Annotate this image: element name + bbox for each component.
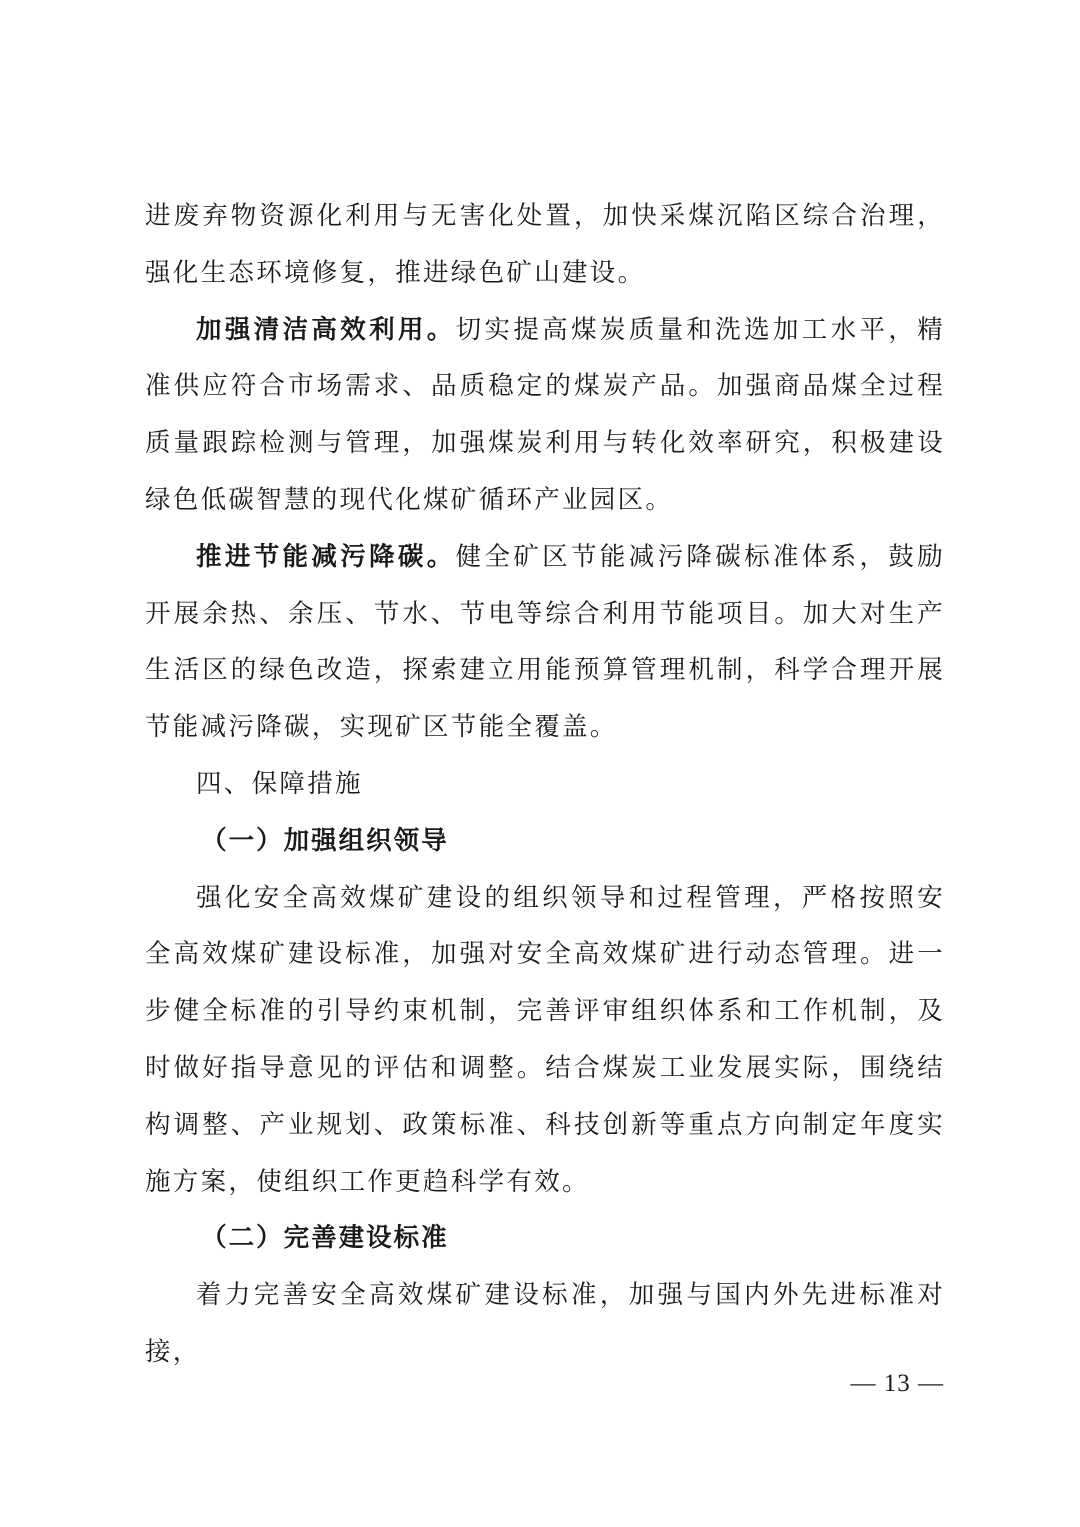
paragraph-energy-saving [145,529,945,756]
section-heading-safeguards: 四、保障措施 [196,768,363,799]
paragraph-lead-energy-saving: 推进节能减污降碳。 [196,541,456,572]
paragraph-organization: 强化安全高效煤矿建设的组织领导和过程管理，严格按照安全高效煤矿建设标准，加强对安全高效煤矿进行动态管理。进一步健全标准的引导约束机制，完善评审组织体系和工作机制，及时做好指导意见的评估和调整。结合煤炭工业发展实际，围绕结构调整、产业规划、政策标准、科技创新等重点方向制定年度实施方案，使组织工作更趋科学有效。 [145,882,945,1197]
subsection-heading-organization: （一）加强组织领导 [201,825,449,856]
paragraph-lead-clean-utilization: 加强清洁高效利用。 [196,314,456,345]
page-number: — 13 — [850,1370,944,1397]
body-text [145,188,945,1381]
paragraph-standards: 着力完善安全高效煤矿建设标准，加强与国内外先进标准对接， [145,1280,945,1367]
paragraph-body-clean-utilization: 切实提高煤炭质量和洗选加工水平，精准供应符合市场需求、品质稳定的煤炭产品。加强商品煤全过程质量跟踪检测与管理，加强煤炭利用与转化效率研究，积极建设绿色低碳智慧的现代化煤矿循环产业园区。 [145,314,946,515]
subsection-heading-standards: （二）完善建设标准 [201,1223,449,1254]
paragraph-body-energy-saving: 健全矿区节能减污降碳标准体系，鼓励开展余热、余压、节水、节电等综合利用节能项目。加大对生产生活区的绿色改造，探索建立用能预算管理机制，科学合理开展节能减污降碳，实现矿区节能全覆盖。 [145,541,946,743]
paragraph-clean-utilization [145,302,945,529]
paragraph-continuation: 进废弃物资源化利用与无害化处置，加快采煤沉陷区综合治理，强化生态环境修复，推进绿色矿山建设。 [145,201,945,288]
